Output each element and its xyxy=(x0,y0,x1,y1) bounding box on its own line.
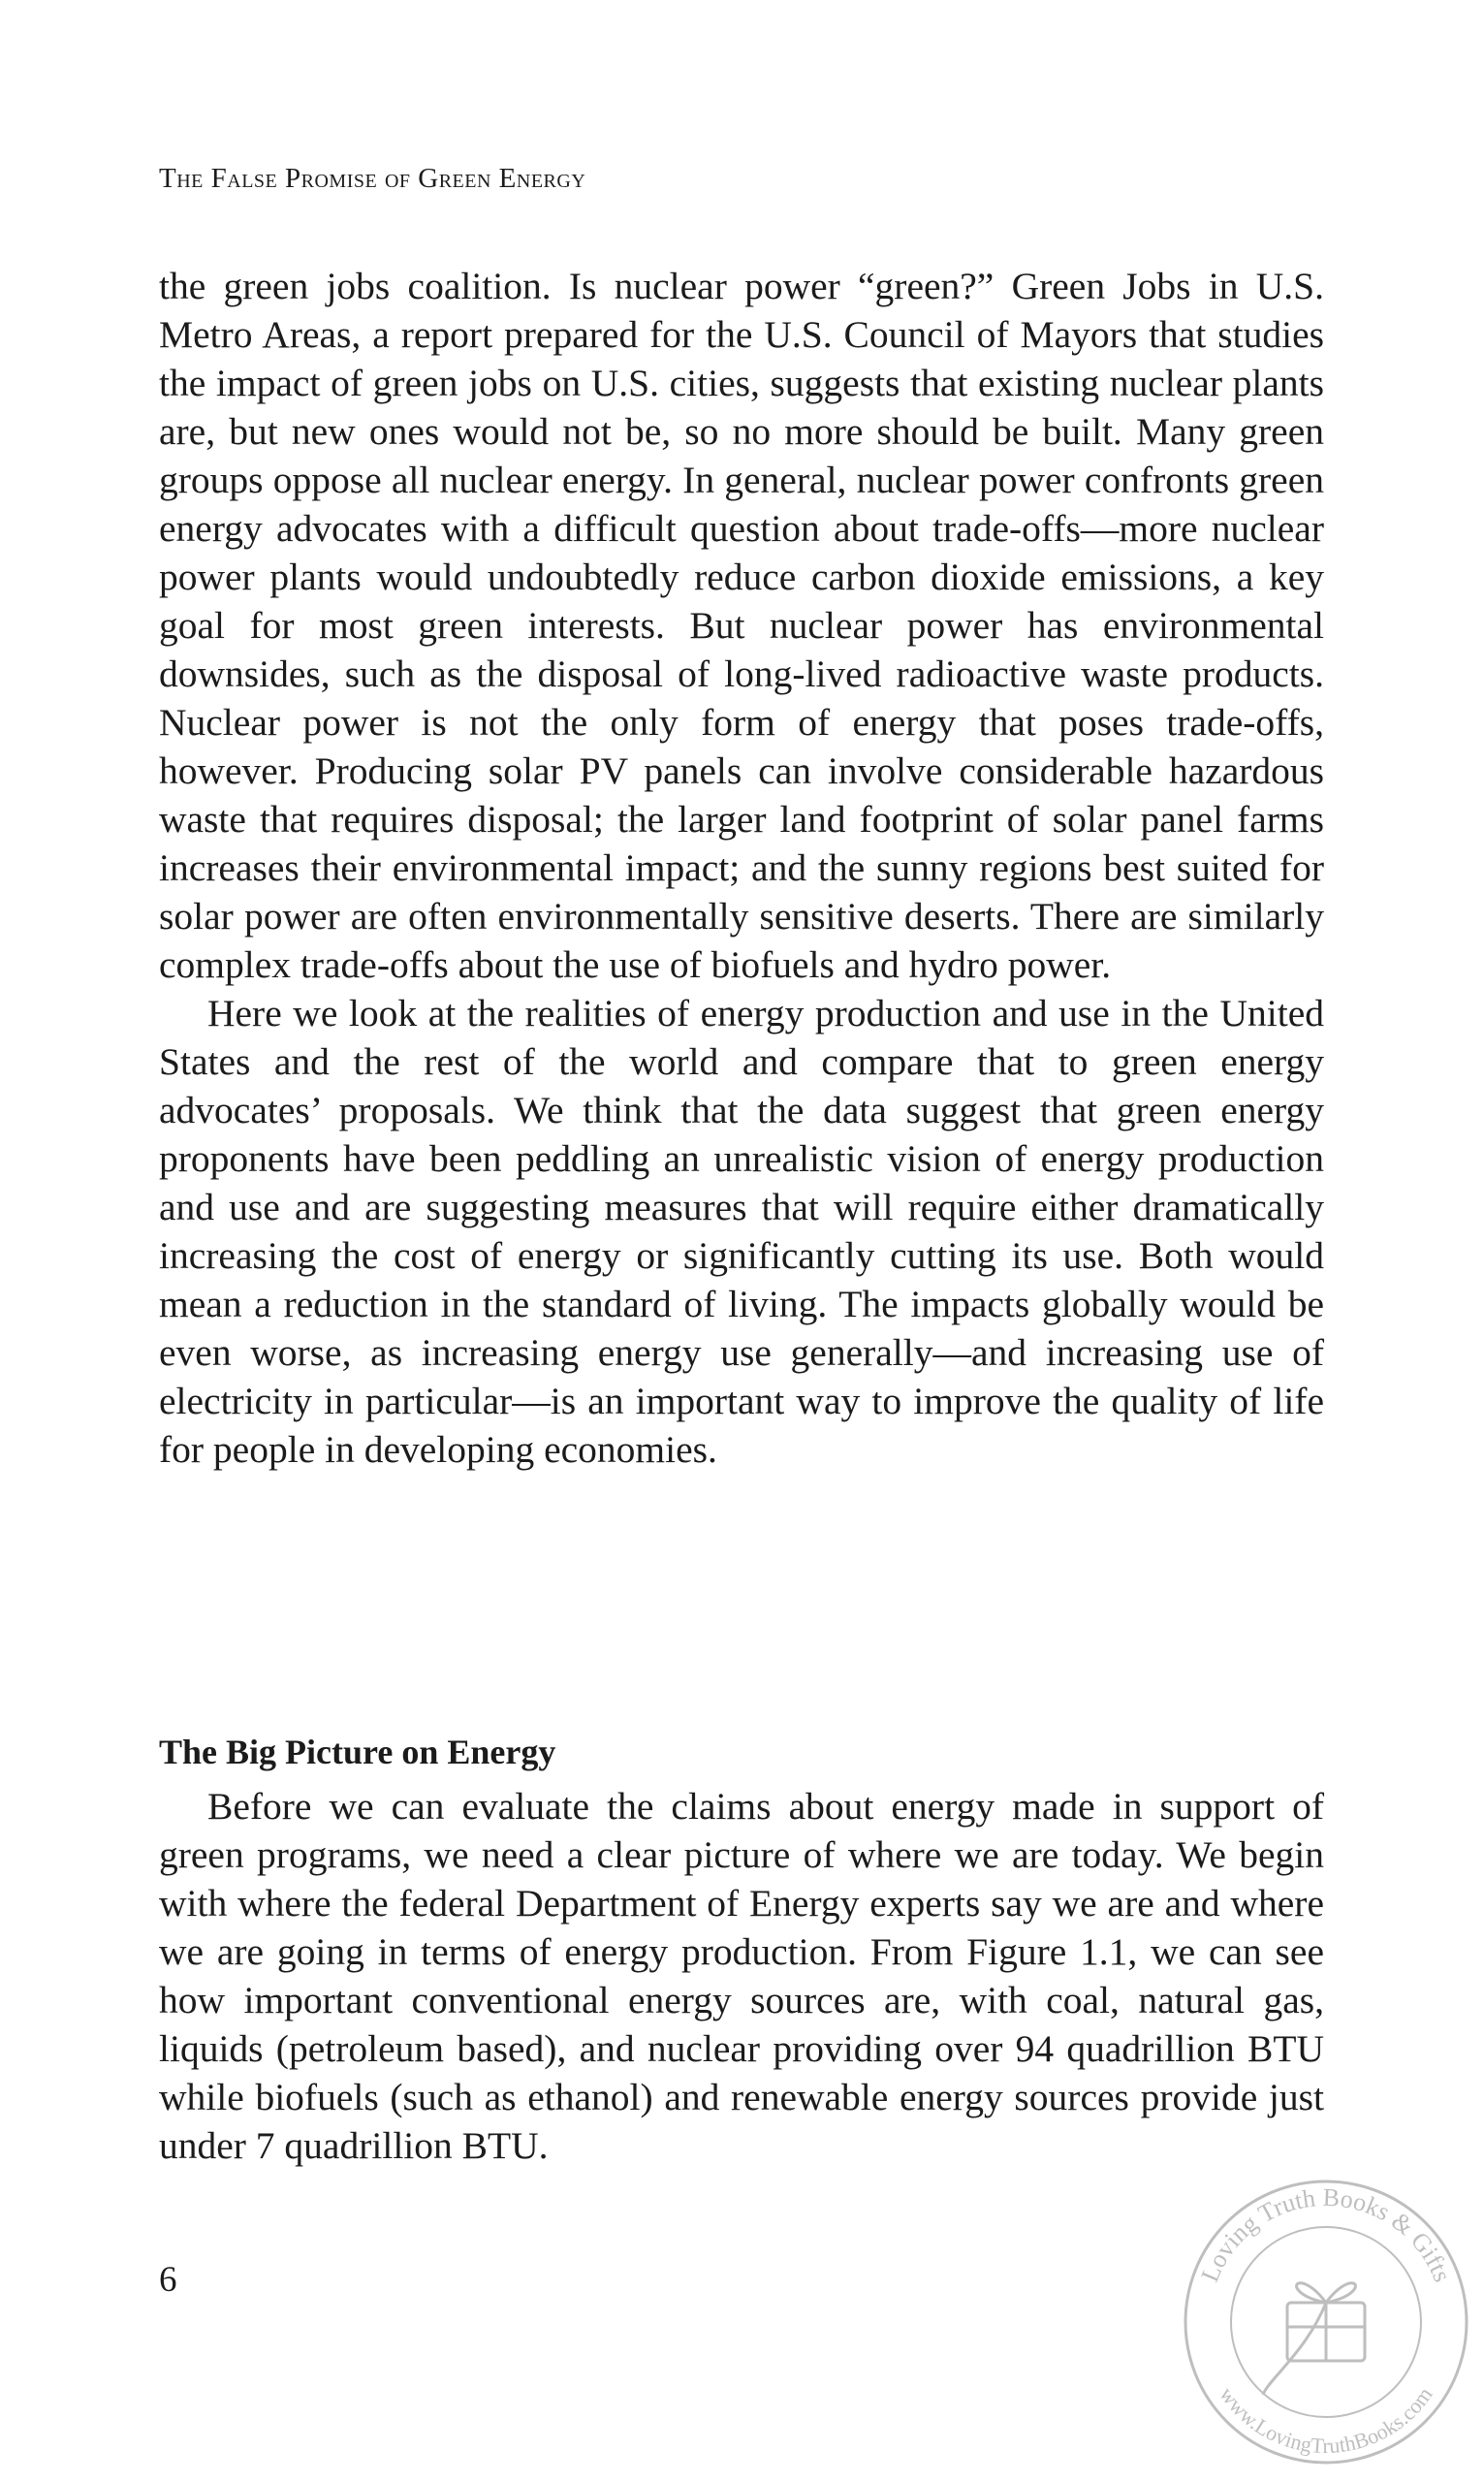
paragraph: Before we can evaluate the claims about energy made in support of green programs, we need a clear picture of where we are today. We begin with where the federal Department of Energy experts say we are and where we are going in terms of energy production. From Figure 1.1, we can see how important conventional energy sources are, with coal, natural gas, liquids (petroleum based), and nuclear providing over 94 quadrillion BTU while biofuels (such as ethanol) and renewable energy sources provide just under 7 quadrillion BTU. xyxy=(159,1785,1324,2167)
paragraph: Here we look at the realities of energy production and use in the United States and the rest of the world and compare that to green energy advocates’ proposals. We think that the data suggest that green energy proponents have been peddling an unrealistic vision of energy production and use and are suggesting measures that will require either dramatically increasing the cost of energy or significantly cutting its use. Both would mean a reduction in the standard of living. The impacts globally would be even worse, as increasing energy use generally—and increasing use of electricity in particular—is an important way to improve the quality of life for people in developing economies. xyxy=(159,992,1324,1471)
bookstore-seal xyxy=(1171,2157,1481,2467)
section-heading: The Big Picture on Energy xyxy=(159,1733,556,1771)
running-head: The False Promise of Green Energy xyxy=(159,163,586,194)
seal-top-text: Loving Truth Books & Gifts xyxy=(1195,2182,1457,2286)
seal-bottom-text: www.LovingTruthBooks.com xyxy=(1215,2382,1437,2459)
page-number: 6 xyxy=(159,2260,177,2300)
body-text-top xyxy=(159,262,1324,1474)
gift-ribbon-icon xyxy=(1263,2283,1365,2395)
body-text-section xyxy=(159,1782,1324,2170)
paragraph: the green jobs coalition. Is nuclear power “green?” Green Jobs in U.S. Metro Areas, a report prepared for the U.S. Council of Mayors that studies the impact of green jobs on U.S. cities, suggests that existing nuclear plants are, but new ones would not be, so no more should be built. Many green groups oppose all nuclear energy. In general, nuclear power confronts green energy advocates with a difficult question about trade-offs—more nuclear power plants would undoubtedly reduce carbon dioxide emissions, a key goal for most green interests. But nuclear power has environmental downsides, such as the disposal of long-lived radioactive waste products. Nuclear power is not the only form of energy that poses trade-offs, however. Producing solar PV panels can involve considerable hazardous waste that requires disposal; the larger land footprint of solar panel farms increases their environmental impact; and the sunny regions best suited for solar power are often environmentally sensitive deserts. There are similarly complex trade-offs about the use of biofuels and hydro power. xyxy=(159,265,1324,986)
